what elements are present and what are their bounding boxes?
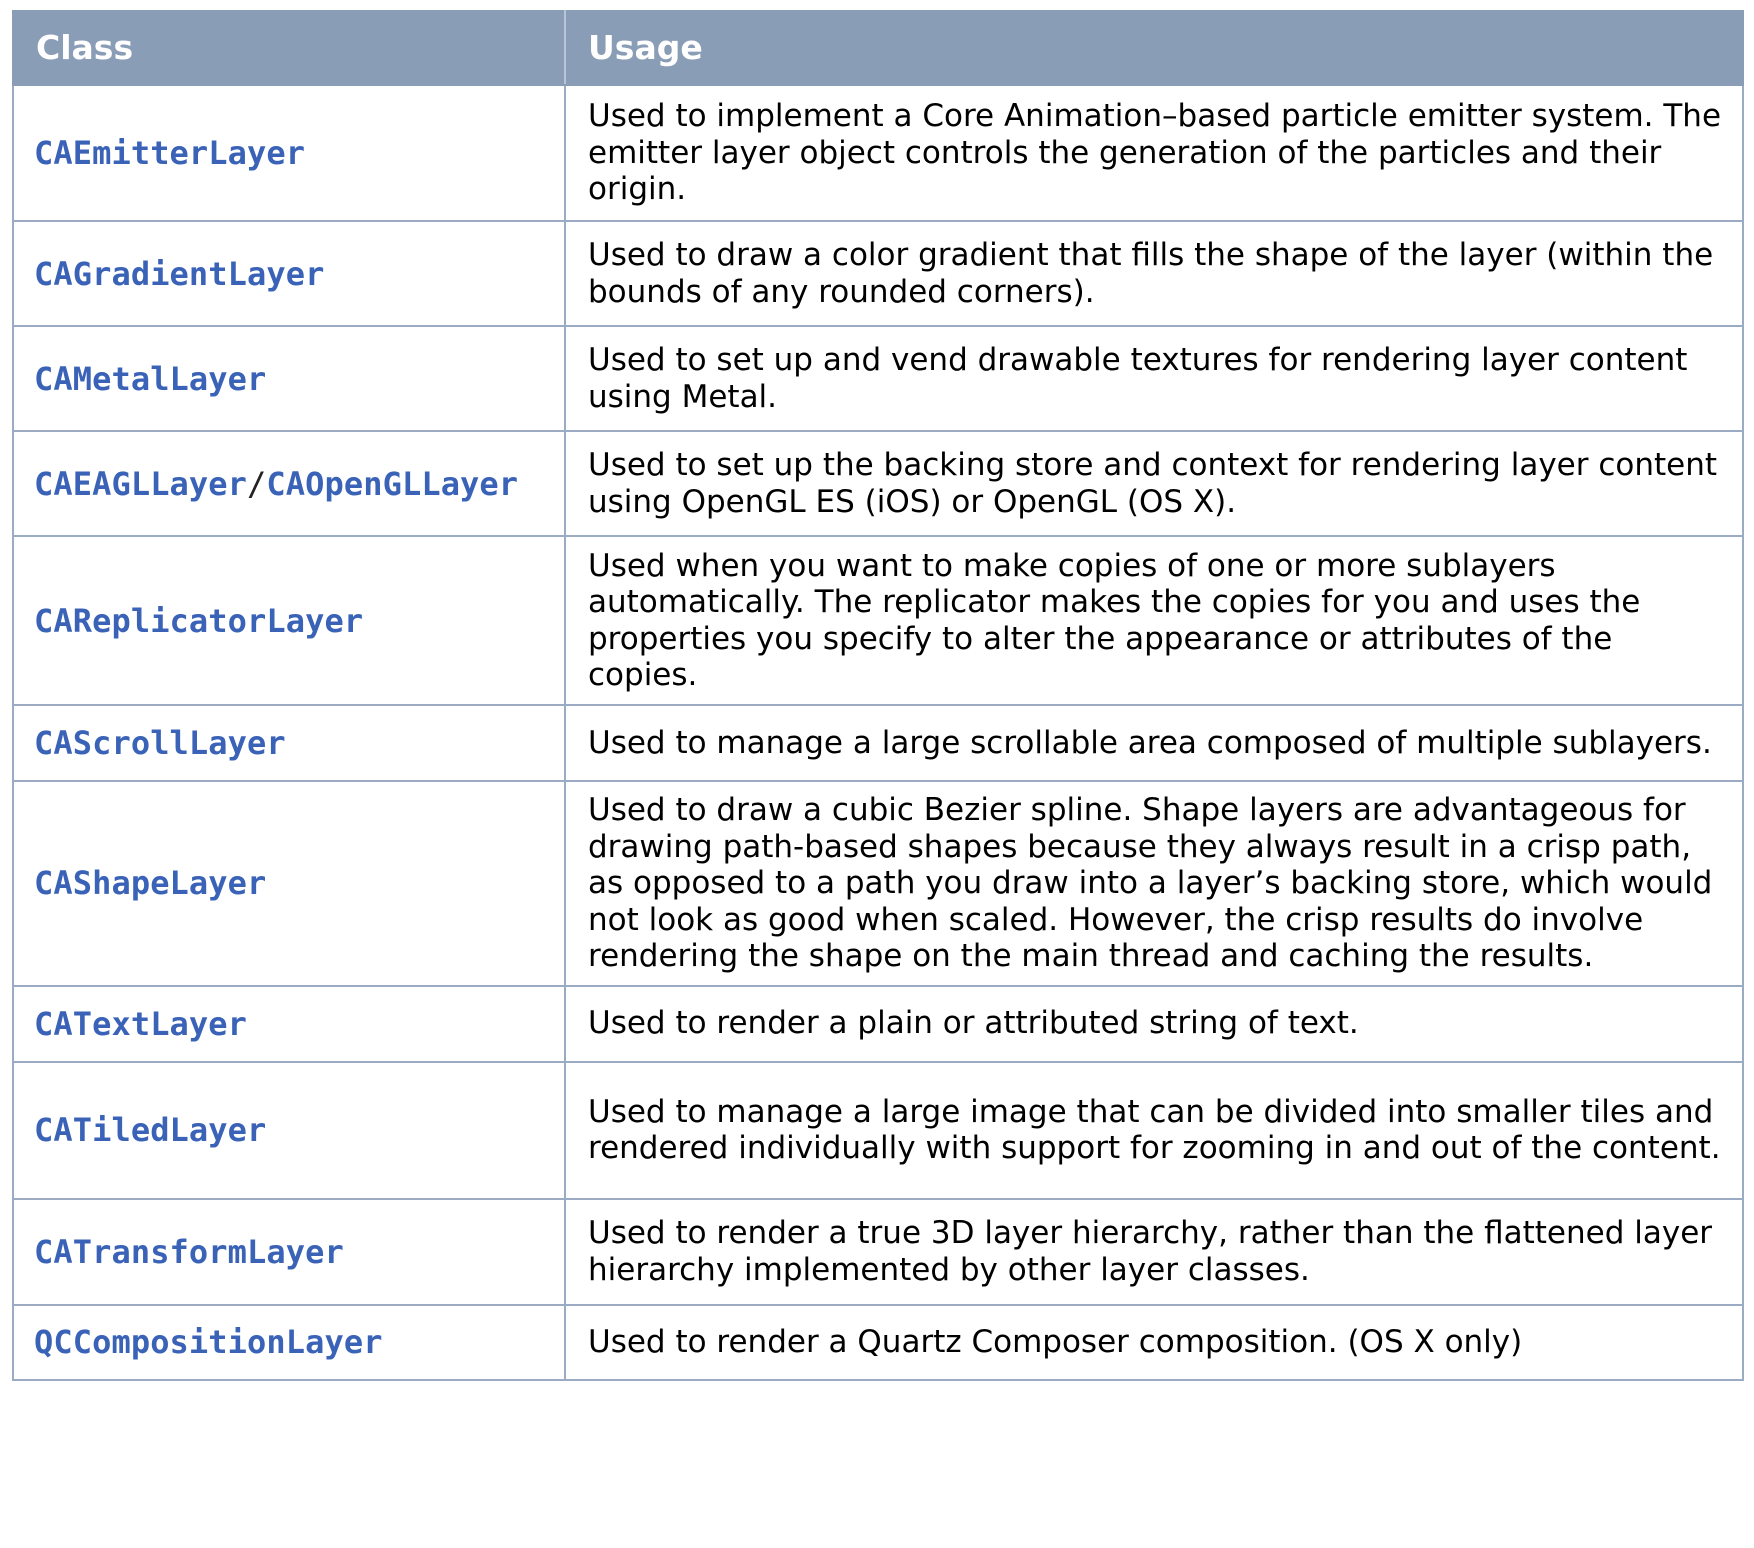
table-row [13, 1199, 1743, 1305]
table-header [13, 11, 1743, 85]
usage-cell: Used to implement a Core Animation–based particle emitter system. The emitter layer object controls the generation of the particles and their origin. [565, 85, 1743, 221]
class-cell [13, 221, 565, 326]
usage-cell: Used to set up and vend drawable textures for rendering layer content using Metal. [565, 326, 1743, 431]
class-cell [13, 1062, 565, 1199]
usage-cell: Used to render a plain or attributed string of text. [565, 986, 1743, 1062]
usage-cell: Used to render a Quartz Composer composition. (OS X only) [565, 1305, 1743, 1380]
class-cell [13, 326, 565, 431]
table-row [13, 536, 1743, 705]
usage-cell: Used to draw a color gradient that fills the shape of the layer (within the bounds of any rounded corners). [565, 221, 1743, 326]
class-cell [13, 431, 565, 536]
usage-cell: Used to set up the backing store and context for rendering layer content using OpenGL ES (iOS) or OpenGL (OS X). [565, 431, 1743, 536]
class-cell [13, 1199, 565, 1305]
class-cell [13, 781, 565, 986]
class-cell [13, 85, 565, 221]
class-link[interactable]: CAEAGLLayer [34, 464, 248, 503]
table-row [13, 431, 1743, 536]
class-link[interactable]: CAReplicatorLayer [34, 601, 364, 640]
table-body [13, 85, 1743, 1380]
table-row [13, 85, 1743, 221]
header-usage: Usage [565, 11, 1743, 85]
class-link[interactable]: CAShapeLayer [34, 864, 267, 903]
class-cell [13, 536, 565, 705]
usage-cell: Used when you want to make copies of one or more sublayers automatically. The replicator makes the copies for you and uses the properties you specify to alter the appearance or attributes of the copies. [565, 536, 1743, 705]
table-row [13, 705, 1743, 781]
class-link[interactable]: QCCompositionLayer [34, 1323, 383, 1361]
usage-cell: Used to render a true 3D layer hierarchy, rather than the flattened layer hierarchy implemented by other layer classes. [565, 1199, 1743, 1305]
class-link[interactable]: CATiledLayer [34, 1111, 267, 1149]
usage-cell: Used to manage a large scrollable area composed of multiple sublayers. [565, 705, 1743, 781]
class-link[interactable]: CAMetalLayer [34, 359, 267, 398]
usage-cell: Used to draw a cubic Bezier spline. Shape layers are advantageous for drawing path-based shapes because they always result in a crisp path, as opposed to a path you draw into a layer’s backing store, which would not look as good when scaled. However, the crisp results do involve rendering the shape on the main thread and caching the results. [565, 781, 1743, 986]
table-row [13, 1062, 1743, 1199]
header-row [13, 11, 1743, 85]
table-row [13, 1305, 1743, 1380]
header-class: Class [13, 11, 565, 85]
class-cell [13, 1305, 565, 1380]
class-cell [13, 705, 565, 781]
class-link[interactable]: CAScrollLayer [34, 724, 286, 762]
class-link[interactable]: CATextLayer [34, 1004, 248, 1043]
class-link[interactable]: CAEmitterLayer [34, 134, 306, 172]
layer-classes-table-container [12, 10, 1742, 1381]
table-row [13, 221, 1743, 326]
class-link[interactable]: CATransformLayer [34, 1232, 344, 1271]
table-row [13, 781, 1743, 986]
layer-classes-table [12, 10, 1744, 1381]
class-link[interactable]: CAOpenGLLayer [266, 464, 519, 503]
class-separator: / [247, 464, 267, 503]
class-link[interactable]: CAGradientLayer [34, 254, 325, 293]
table-row [13, 326, 1743, 431]
table-row [13, 986, 1743, 1062]
usage-cell: Used to manage a large image that can be divided into smaller tiles and rendered individually with support for zooming in and out of the content. [565, 1062, 1743, 1199]
class-cell [13, 986, 565, 1062]
